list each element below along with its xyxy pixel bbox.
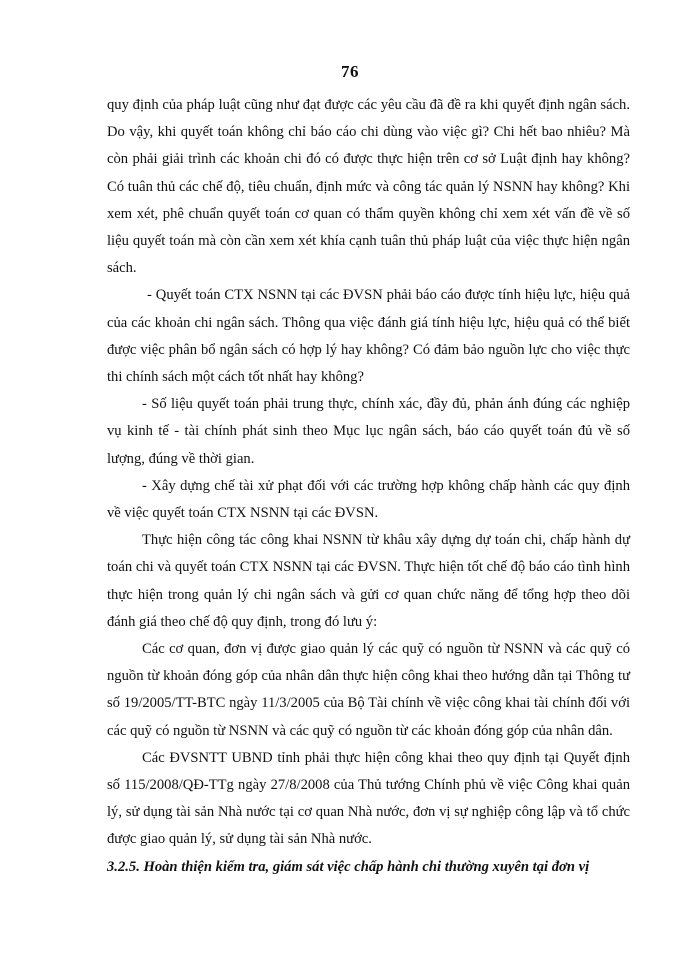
paragraph-1: quy định của pháp luật cũng như đạt được các yêu cầu đã đề ra khi quyết định ngân sách. Do vậy, khi quyết toán không chỉ báo cáo chi dùng vào việc gì? Chi hết bao nhiêu? Mà còn phải giải trình các khoản chi đó có được thực hiện trên cơ sở Luật định hay không? Có tuân thủ các chế độ, tiêu chuẩn, định mức và công tác quản lý NSNN hay không? Khi xem xét, phê chuẩn quyết toán cơ quan có thẩm quyền không chỉ xem xét vấn đề về số liệu quyết toán mà còn cần xem xét khía cạnh tuân thủ pháp luật của việc thực hiện ngân sách. [107,97,630,277]
section-heading: 3.2.5. Hoàn thiện kiểm tra, giám sát việc chấp hành chi thường xuyên tại đơn vị [107,858,590,875]
paragraph-2: - Quyết toán CTX NSNN tại các ĐVSN phải báo cáo được tính hiệu lực, hiệu quả của các khoản chi ngân sách. Thông qua việc đánh giá tính hiệu lực, hiệu quả có thể biết được việc phân bổ ngân sách có hợp lý hay không? Có đảm bảo nguồn lực cho việc thực thi chính sách một cách tốt nhất hay không? [107,287,630,386]
paragraph-7: Các ĐVSNTT UBND tỉnh phải thực hiện công khai theo quy định tại Quyết định số 115/2008/QĐ-TTg ngày 27/8/2008 của Thủ tướng Chính phủ về việc Công khai quản lý, sử dụng tài sản Nhà nước tại cơ quan Nhà nước, đơn vị sự nghiệp công lập và tổ chức được giao quản lý, sử dụng tài sản Nhà nước. [107,749,630,848]
paragraph-5: Thực hiện công tác công khai NSNN từ khâu xây dựng dự toán chi, chấp hành dự toán chi và quyết toán CTX NSNN tại các ĐVSN. Thực hiện tốt chế độ báo cáo tình hình thực hiện trong quản lý chi ngân sách và gửi cơ quan chức năng để tổng hợp theo dõi đánh giá theo chế độ quy định, trong đó lưu ý: [107,532,630,630]
paragraph-4: - Xây dựng chế tài xử phạt đối với các trường hợp không chấp hành các quy định về việc quyết toán CTX NSNN tại các ĐVSN. [107,477,630,522]
paragraph-6: Các cơ quan, đơn vị được giao quản lý các quỹ có nguồn từ NSNN và các quỹ có nguồn từ khoản đóng góp của nhân dân thực hiện công khai theo hướng dẫn tại Thông tư số 19/2005/TT-BTC ngày 11/3/2005 của Bộ Tài chính về việc công khai tài chính đối với các quỹ có nguồn từ NSNN và các quỹ có nguồn từ các khoản đóng góp của nhân dân. [107,641,630,739]
document-body [107,92,630,881]
paragraph-3: - Số liệu quyết toán phải trung thực, chính xác, đầy đủ, phản ánh đúng các nghiệp vụ kinh tế - tài chính phát sinh theo Mục lục ngân sách, báo cáo quyết toán đủ về số lượng, đúng về thời gian. [107,396,630,467]
page-number: 76 [341,62,359,81]
